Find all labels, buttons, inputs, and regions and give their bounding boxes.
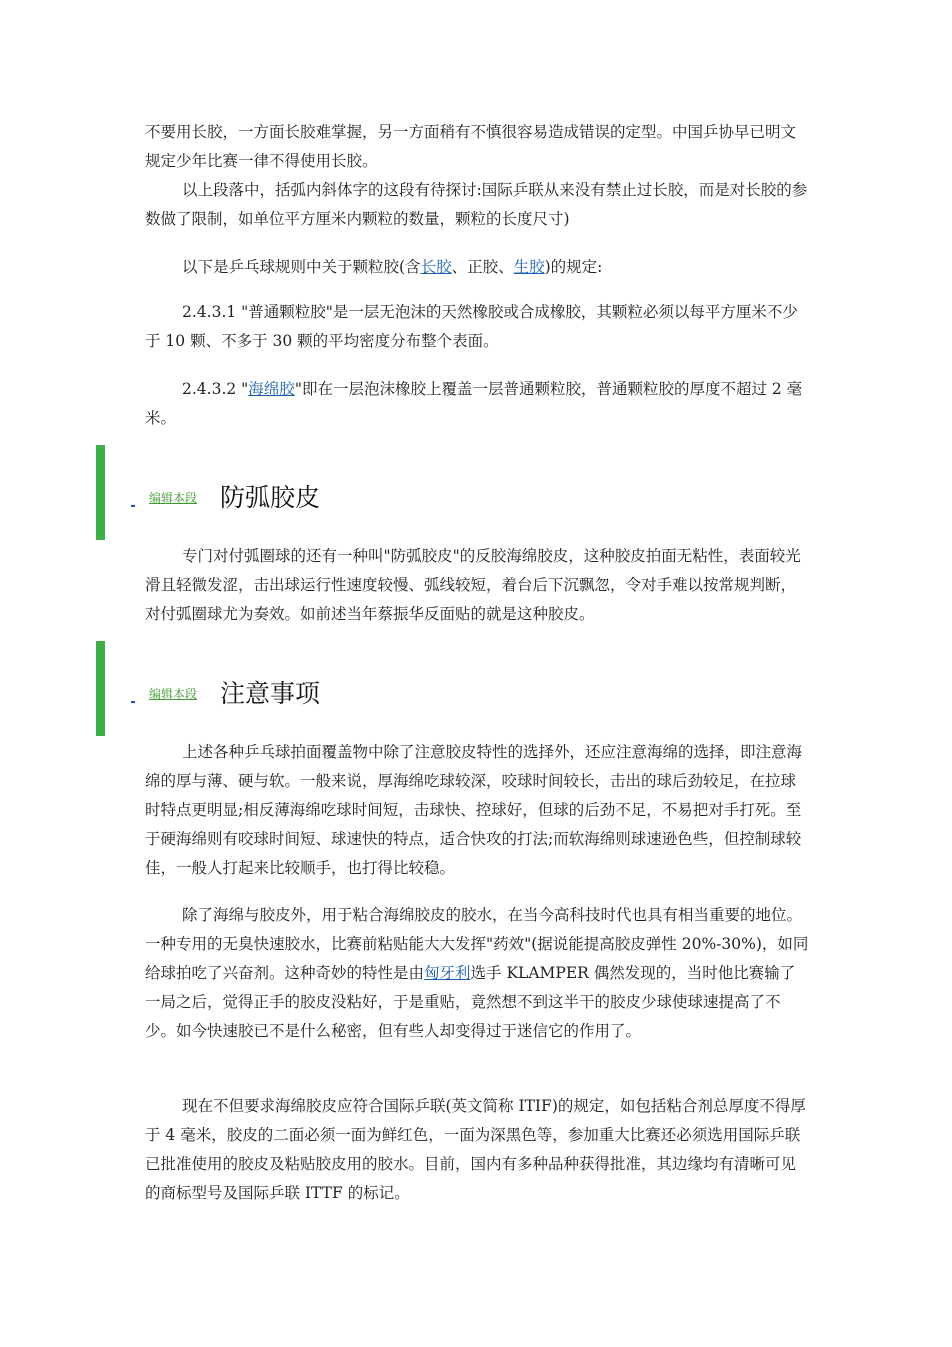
edit-section-link[interactable]: 编辑本段	[149, 491, 198, 505]
paragraph-8-text-b: 选手 KLAMPER 偶然发现的，当时他比赛输了一局之后，觉得正手的胶皮没粘好，于是重贴，竟然想不到这半干的胶皮少球使球速提高了不少。如今快速胶已不是什么秘密，但有些人却变得过于迷信它的作用了。	[145, 964, 796, 1040]
paragraph-6: 专门对付弧圈球的还有一种叫"防弧胶皮"的反胶海绵胶皮，这种胶皮拍面无粘性，表面较光滑且轻微发涩，击出球运行性速度较慢、弧线较短，着台后下沉飘忽，令对手难以按常规判断，对付弧圈球尤为奏效。如前述当年蔡振华反面贴的就是这种胶皮。	[145, 547, 801, 623]
link-sponge-rubber[interactable]: 海绵胶	[248, 380, 295, 398]
paragraph-4: 2.4.3.1 "普通颗粒胶"是一层无泡沫的天然橡胶或合成橡胶，其颗粒必须以每平方厘米不少于 10 颗、不多于 30 颗的平均密度分布整个表面。	[145, 303, 798, 350]
link-hungary[interactable]: 匈牙利	[424, 964, 471, 982]
paragraph-3-text-b: 、正胶、	[451, 258, 514, 276]
bullet-marker-icon	[131, 501, 135, 507]
paragraph-1: 不要用长胶，一方面长胶难掌握，另一方面稍有不慎很容易造成错误的定型。中国乒协早已明文规定少年比赛一律不得使用长胶。	[145, 123, 797, 170]
link-raw-rubber[interactable]: 生胶	[513, 258, 545, 276]
section-accent-bar	[96, 445, 105, 540]
section-header-anti-loop	[96, 445, 816, 540]
paragraph-8-text-a: 除了海绵与胶皮外，用于粘合海绵胶皮的胶水，在当今高科技时代也具有相当重要的地位。一种专用的无臭快速胶水，比赛前粘贴能大大发挥"药效"(据说能提高胶皮弹性 20%-30%)，如同给球拍吃了兴奋剂。这种奇妙的特性是由	[145, 906, 809, 982]
section-title: 防弧胶皮	[220, 483, 321, 512]
link-long-pips[interactable]: 长胶	[420, 258, 452, 276]
section-title: 注意事项	[220, 679, 321, 708]
paragraph-5-text-b: "即在一层泡沫橡胶上覆盖一层普通颗粒胶，普通颗粒胶的厚度不超过 2 毫米。	[145, 380, 803, 427]
bullet-marker-icon	[131, 697, 135, 703]
paragraph-2: 以上段落中，括弧内斜体字的这段有待探讨:国际乒联从来没有禁止过长胶，而是对长胶的参数做了限制，如单位平方厘米内颗粒的数量，颗粒的长度尺寸)	[145, 181, 808, 228]
paragraph-7: 上述各种乒乓球拍面覆盖物中除了注意胶皮特性的选择外，还应注意海绵的选择，即注意海绵的厚与薄、硬与软。一般来说，厚海绵吃球较深，咬球时间较长，击出的球后劲较足，在拉球时特点更明显;相反薄海绵吃球时间短，击球快、控球好，但球的后劲不足，不易把对手打死。至于硬海绵则有咬球时间短、球速快的特点，适合快攻的打法;而软海绵则球速逊色些，但控制球较佳，一般人打起来比较顺手，也打得比较稳。	[145, 743, 803, 877]
edit-section-link[interactable]: 编辑本段	[149, 687, 198, 701]
section-header-notes	[96, 641, 816, 736]
paragraph-3-text-c: )的规定:	[544, 258, 603, 276]
paragraph-3-text-a: 以下是乒乓球规则中关于颗粒胶(含	[182, 258, 421, 276]
paragraph-5	[145, 375, 810, 433]
section-accent-bar	[96, 641, 105, 736]
paragraph-3	[145, 253, 810, 282]
paragraph-5-text-a: 2.4.3.2 "	[182, 380, 249, 398]
paragraph-9: 现在不但要求海绵胶皮应符合国际乒联(英文简称 ITIF)的规定，如包括粘合剂总厚度不得厚于 4 毫米，胶皮的二面必须一面为鲜红色，一面为深黑色等，参加重大比赛还必须选用国际乒联已批准使用的胶皮及粘贴胶皮用的胶水。目前，国内有多种品种获得批准，其边缘均有清晰可见的商标型号及国际乒联 ITTF 的标记。	[145, 1097, 806, 1202]
paragraph-8	[145, 901, 810, 1046]
